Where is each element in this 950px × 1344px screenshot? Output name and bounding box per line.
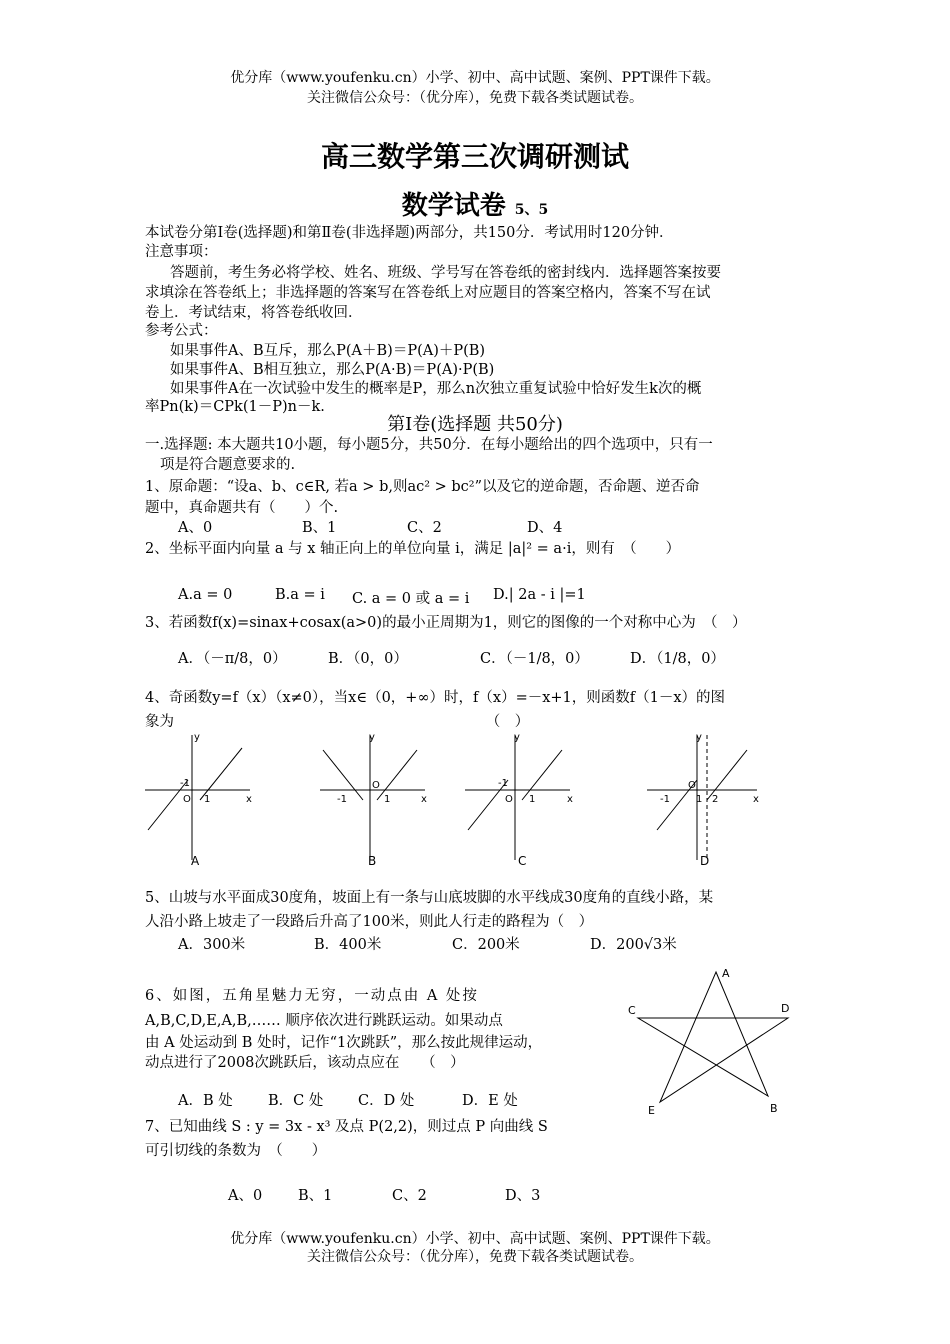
q6-text-4: 动点进行了2008次跳跃后，该动点应在 （ ） bbox=[145, 1055, 465, 1071]
q6-option-c: C．D 处 bbox=[358, 1093, 415, 1109]
five-pointed-star bbox=[638, 972, 788, 1102]
notice-title: 注意事项： bbox=[145, 244, 218, 260]
formula-3: 如果事件A在一次试验中发生的概率是P，那么n次独立重复试验中恰好发生k次的概 bbox=[170, 381, 702, 397]
section-1-title: 第Ⅰ卷(选择题 共50分) bbox=[387, 414, 563, 435]
q1-option-c: C、2 bbox=[407, 520, 442, 536]
footer-line-2: 关注微信公众号：（优分库），免费下载各类试题试卷。 bbox=[307, 1249, 643, 1265]
q1-option-a: A、0 bbox=[178, 520, 213, 536]
svg-text:O: O bbox=[688, 780, 696, 791]
q2-option-b: B.a = i bbox=[275, 587, 325, 603]
svg-text:2: 2 bbox=[712, 794, 719, 805]
svg-text:y: y bbox=[514, 732, 520, 743]
svg-text:O: O bbox=[372, 780, 380, 791]
q5-option-b: B．400米 bbox=[314, 937, 382, 953]
star-label-d: D bbox=[781, 1002, 790, 1015]
q1-text-2: 题中，真命题共有（ ）个. bbox=[145, 500, 339, 516]
q6-text: 6、如图，五角星魅力无穷，一动点由 A 处按 bbox=[145, 988, 479, 1004]
q2-option-c: C. a = 0 或 a = i bbox=[352, 591, 470, 607]
q3-text: 3、若函数f(x)=sinax+cosax(a>0)的最小正周期为1，则它的图像的一个对称中心为 （ ） bbox=[145, 615, 747, 631]
svg-text:-1: -1 bbox=[337, 794, 347, 805]
q2-option-a: A.a = 0 bbox=[178, 587, 233, 603]
q6-option-a: A．B 处 bbox=[178, 1093, 233, 1109]
notice-line-1: 答题前，考生务必将学校、姓名、班级、学号写在答卷纸的密封线内．选择题答案按要 bbox=[170, 265, 721, 281]
svg-text:1: 1 bbox=[384, 794, 391, 805]
graph-c bbox=[465, 735, 570, 860]
q2-option-d: D.| 2a - i |=1 bbox=[493, 587, 586, 603]
svg-text:-1: -1 bbox=[180, 778, 190, 789]
graph-b bbox=[320, 735, 425, 860]
svg-text:x: x bbox=[753, 794, 759, 805]
footer-line-1: 优分库（www.youfenku.cn）小学、初中、高中试题、案例、PPT课件下载。 bbox=[230, 1231, 720, 1247]
star-figure bbox=[620, 962, 800, 1122]
svg-text:x: x bbox=[567, 794, 573, 805]
star-label-a: A bbox=[722, 967, 730, 980]
graph-label-d: D bbox=[700, 854, 710, 868]
svg-text:y: y bbox=[696, 732, 702, 743]
svg-text:1: 1 bbox=[529, 794, 536, 805]
formula-2: 如果事件A、B相互独立，那么P(A·B)＝P(A)·P(B) bbox=[170, 362, 495, 378]
q6-option-d: D．E 处 bbox=[462, 1093, 518, 1109]
q3-option-b: B．（0，0） bbox=[328, 651, 408, 667]
svg-text:y: y bbox=[194, 732, 200, 743]
svg-text:y: y bbox=[369, 732, 375, 743]
graph-a bbox=[145, 735, 250, 860]
q7-text: 7、已知曲线 S : y = 3x - x³ 及点 P(2,2)，则过点 P 向曲线 S bbox=[145, 1119, 548, 1135]
q7-option-d: D、3 bbox=[505, 1188, 541, 1204]
svg-text:1: 1 bbox=[696, 794, 703, 805]
q4-text: 4、奇函数y=f（x）（x≠0），当x∈（0，+∞）时，f（x）=－x+1，则函数f（1－x）的图 bbox=[145, 690, 726, 706]
header-line-1: 优分库（www.youfenku.cn）小学、初中、高中试题、案例、PPT课件下载。 bbox=[230, 70, 720, 86]
q5-text: 5、山坡与水平面成30度角，坡面上有一条与山底坡脚的水平线成30度角的直线小路，某 bbox=[145, 890, 714, 906]
star-label-e: E bbox=[648, 1104, 655, 1117]
q1-option-d: D、4 bbox=[527, 520, 563, 536]
q2-text: 2、坐标平面内向量 a 与 x 轴正向上的单位向量 i，满足 |a|² = a·i，则有 （ ） bbox=[145, 541, 681, 557]
star-label-c: C bbox=[628, 1004, 636, 1017]
q5-text-2: 人沿小路上坡走了一段路后升高了100米，则此人行走的路程为（ ） bbox=[145, 914, 594, 930]
graph-label-a: A bbox=[191, 854, 200, 868]
q6-option-b: B．C 处 bbox=[268, 1093, 324, 1109]
q1-text: 1、原命题：“设a、b、c∈R, 若a > b,则ac² > bc²”以及它的逆命题，否命题、逆否命 bbox=[145, 479, 700, 495]
formula-1: 如果事件A、B互斥，那么P(A＋B)＝P(A)＋P(B) bbox=[170, 343, 486, 359]
q5-option-c: C．200米 bbox=[452, 937, 520, 953]
q6-text-2: A,B,C,D,E,A,B,…… 顺序依次进行跳跃运动。如果动点 bbox=[145, 1013, 503, 1029]
graph-label-b: B bbox=[368, 854, 377, 868]
page-title: 高三数学第三次调研测试 bbox=[320, 140, 629, 173]
section-1-instructions: 一.选择题: 本大题共10小题，每小题5分，共50分．在每小题给出的四个选项中，只有一 bbox=[145, 437, 713, 453]
q6-text-3: 由 A 处运动到 B 处时，记作“1次跳跃”，那么按此规律运动， bbox=[145, 1035, 543, 1051]
q7-option-a: A、0 bbox=[228, 1188, 263, 1204]
q4-text-2: 象为 （ ） bbox=[145, 714, 530, 730]
notice-line-3: 卷上．考试结束，将答卷纸收回． bbox=[145, 305, 363, 321]
svg-text:-1: -1 bbox=[660, 794, 670, 805]
svg-text:x: x bbox=[246, 794, 252, 805]
notice-line-2: 求填涂在答卷纸上；非选择题的答案写在答卷纸上对应题目的答案空格内，答案不写在试 bbox=[145, 285, 711, 301]
q5-option-d: D．200√3米 bbox=[590, 937, 677, 953]
formula-title: 参考公式： bbox=[145, 323, 218, 339]
section-1-instructions-2: 项是符合题意要求的. bbox=[160, 457, 296, 473]
q3-option-a: A．（－π/8，0） bbox=[178, 651, 287, 667]
q1-option-b: B、1 bbox=[302, 520, 337, 536]
formula-4: 率Pn(k)＝CPk(1－P)n－k. bbox=[145, 399, 325, 415]
subtitle-note: 5、5 bbox=[514, 202, 549, 218]
q3-option-c: C．（－1/8，0） bbox=[480, 651, 589, 667]
q5-option-a: A．300米 bbox=[178, 937, 246, 953]
svg-text:x: x bbox=[421, 794, 427, 805]
svg-text:-1: -1 bbox=[498, 778, 508, 789]
star-label-b: B bbox=[770, 1102, 778, 1115]
svg-text:1: 1 bbox=[204, 794, 211, 805]
intro-p1: 本试卷分第Ⅰ卷(选择题)和第Ⅱ卷(非选择题)两部分，共150分．考试用时120分钟． bbox=[145, 225, 674, 241]
svg-text:O: O bbox=[505, 794, 513, 805]
q7-option-b: B、1 bbox=[298, 1188, 333, 1204]
q7-option-c: C、2 bbox=[392, 1188, 427, 1204]
header-line-2: 关注微信公众号：（优分库），免费下载各类试题试卷。 bbox=[307, 90, 643, 106]
q4-graphs bbox=[140, 730, 780, 875]
q7-text-2: 可引切线的条数为 （ ） bbox=[145, 1143, 327, 1159]
graph-label-c: C bbox=[518, 854, 527, 868]
page-subtitle bbox=[0, 185, 950, 222]
subtitle-text: 数学试卷 bbox=[401, 191, 506, 221]
svg-text:O: O bbox=[183, 794, 191, 805]
q3-option-d: D．（1/8，0） bbox=[630, 651, 725, 667]
